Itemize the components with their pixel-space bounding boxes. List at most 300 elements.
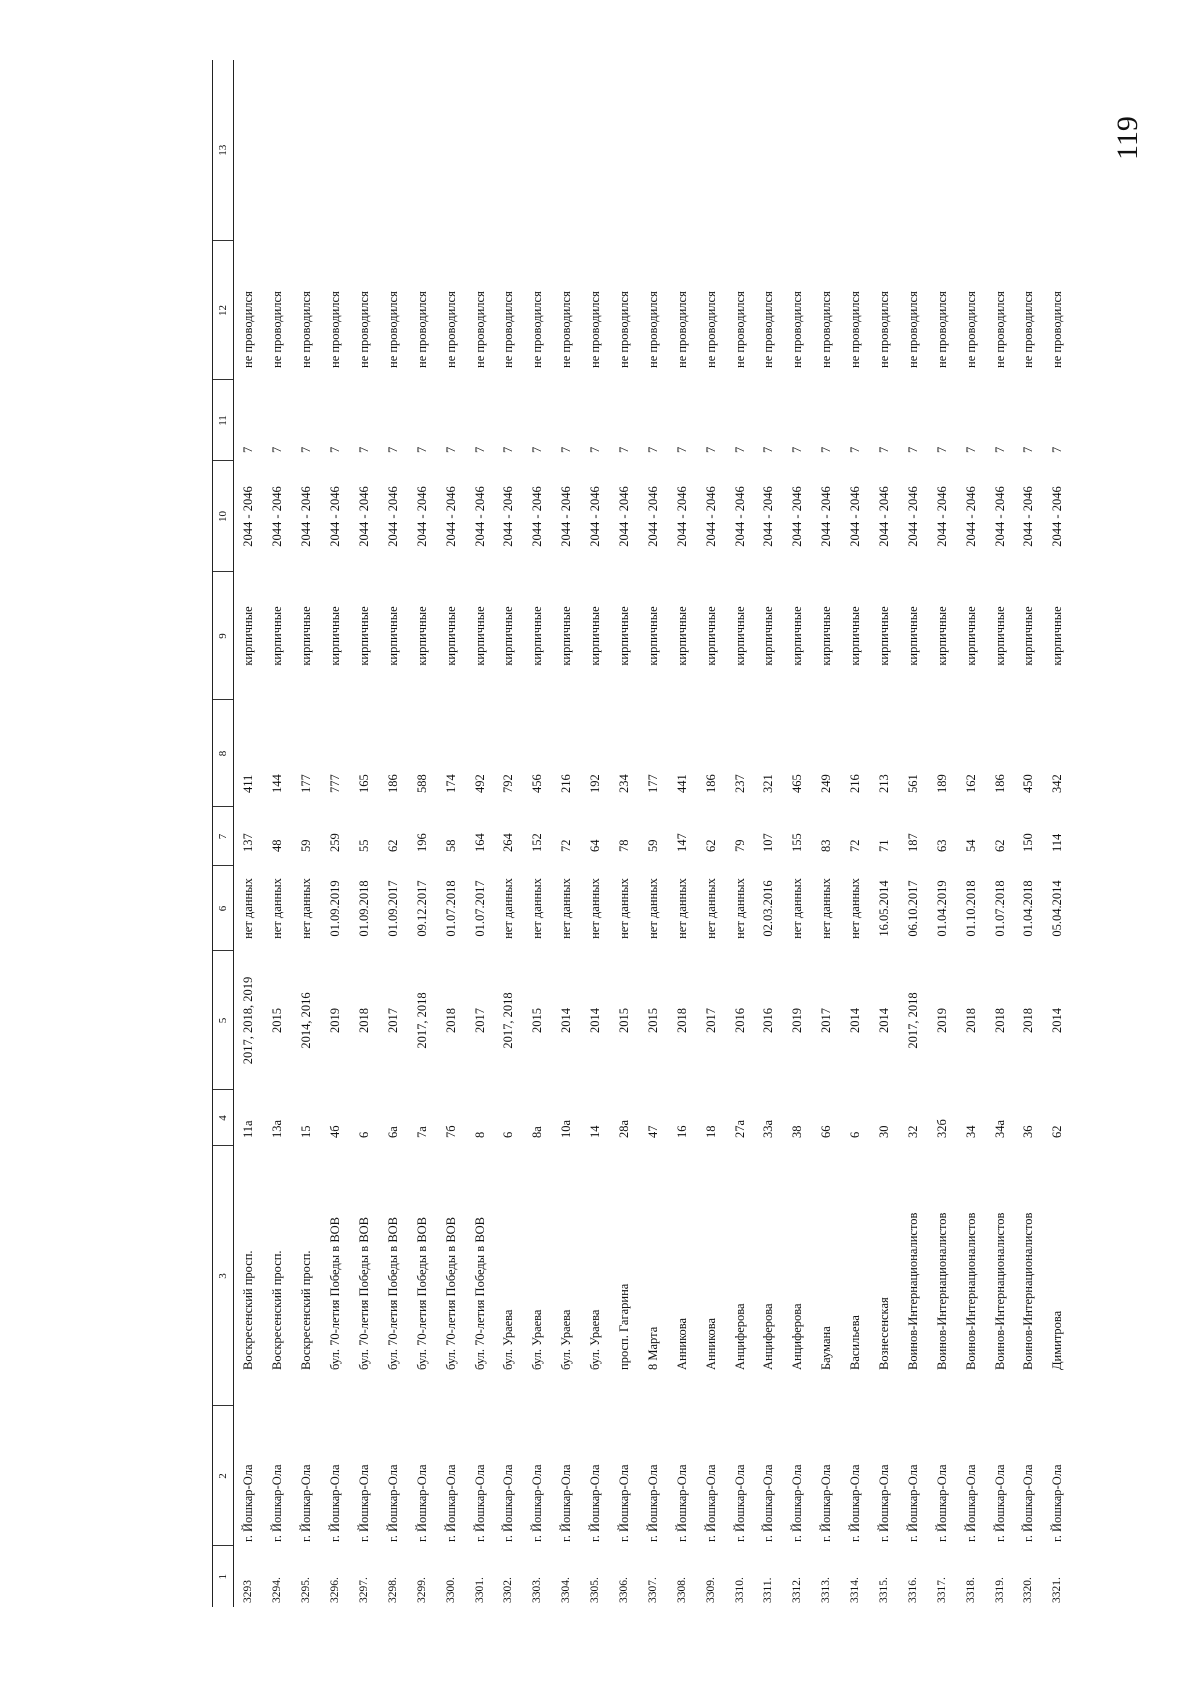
value-7-cell: 48 [270, 839, 285, 852]
value-8-cell: 162 [963, 774, 978, 793]
value-8-cell: 186 [703, 774, 718, 793]
street-cell: бул. Ураева [501, 1309, 516, 1370]
city-cell: г. Йошкар-Ола [934, 1464, 949, 1542]
repair-years-cell: 2014 [588, 1008, 603, 1033]
date-cell: 02.03.2016 [761, 880, 776, 937]
status-cell: не проводился [674, 291, 689, 368]
value-8-cell: 234 [617, 774, 632, 793]
table-row [552, 60, 581, 1607]
row-number-cell: 3308. [675, 1577, 688, 1603]
header-row [213, 60, 234, 1607]
street-cell: Вознесенская [877, 1297, 892, 1370]
count-11-cell: 7 [617, 446, 632, 453]
value-8-cell: 561 [905, 774, 920, 793]
street-cell: Анникова [674, 1317, 689, 1370]
wall-material-cell: кирпичные [1021, 606, 1036, 666]
value-7-cell: 55 [357, 839, 371, 852]
house-number-cell: 7б [443, 1125, 458, 1138]
wall-material-cell: кирпичные [559, 606, 574, 666]
planned-period-cell: 2044 - 2046 [588, 486, 603, 547]
count-11-cell: 7 [241, 446, 256, 453]
row-number-cell: 3299. [415, 1577, 428, 1603]
date-cell: нет данных [530, 878, 545, 939]
planned-period-cell: 2044 - 2046 [1050, 486, 1065, 547]
value-8-cell: 249 [819, 774, 834, 793]
column-header-12: 12 [213, 241, 234, 380]
count-11-cell: 7 [385, 446, 400, 453]
street-cell: Димитрова [1050, 1310, 1065, 1370]
table-row [956, 60, 985, 1607]
planned-period-cell: 2044 - 2046 [559, 486, 574, 547]
notes-cell [841, 60, 870, 241]
row-number-cell: 3320. [1022, 1577, 1035, 1603]
repair-years-cell: 2017 [385, 1008, 400, 1033]
status-cell: не проводился [414, 291, 429, 368]
table-row [494, 60, 523, 1607]
status-cell: не проводился [588, 291, 603, 368]
count-11-cell: 7 [414, 446, 429, 453]
value-8-cell: 186 [992, 774, 1007, 793]
value-7-cell: 152 [530, 833, 545, 852]
row-number-cell: 3317. [935, 1577, 948, 1603]
notes-cell [610, 60, 639, 241]
street-cell: Анникова [703, 1317, 718, 1370]
count-11-cell: 7 [934, 446, 949, 453]
wall-material-cell: кирпичные [357, 606, 371, 666]
status-cell: не проводился [992, 291, 1007, 368]
value-7-cell: 63 [934, 839, 949, 852]
status-cell: не проводился [299, 291, 314, 368]
rotated-table-container [212, 120, 1065, 1607]
count-11-cell: 7 [328, 446, 343, 453]
notes-cell [783, 60, 812, 241]
wall-material-cell: кирпичные [819, 606, 834, 666]
street-cell: бул. 70-летия Победы в ВОВ [357, 1216, 371, 1370]
house-number-cell: 32б [934, 1119, 949, 1138]
city-cell: г. Йошкар-Ола [819, 1464, 834, 1542]
date-cell: 16.05.2014 [877, 880, 892, 937]
status-cell: не проводился [328, 291, 343, 368]
wall-material-cell: кирпичные [963, 606, 978, 666]
row-number-cell: 3315. [878, 1577, 891, 1603]
value-7-cell: 72 [559, 839, 574, 852]
wall-material-cell: кирпичные [674, 606, 689, 666]
status-cell: не проводился [934, 291, 949, 368]
count-11-cell: 7 [357, 446, 371, 453]
city-cell: г. Йошкар-Ола [299, 1464, 314, 1542]
table-row [696, 60, 725, 1607]
house-number-cell: 62 [1050, 1125, 1065, 1138]
repair-years-cell: 2018 [357, 1008, 371, 1033]
house-number-cell: 11а [241, 1120, 256, 1138]
city-cell: г. Йошкар-Ола [617, 1464, 632, 1542]
planned-period-cell: 2044 - 2046 [645, 486, 660, 547]
date-cell: 01.07.2017 [472, 880, 487, 937]
city-cell: г. Йошкар-Ола [472, 1464, 487, 1542]
house-number-cell: 6 [357, 1131, 371, 1138]
value-8-cell: 342 [1050, 774, 1065, 793]
planned-period-cell: 2044 - 2046 [472, 486, 487, 547]
planned-period-cell: 2044 - 2046 [732, 486, 747, 547]
house-number-cell: 10а [559, 1119, 574, 1138]
table-header [213, 60, 234, 1607]
status-cell: не проводился [761, 291, 776, 368]
city-cell: г. Йошкар-Ола [790, 1464, 805, 1542]
date-cell: 05.04.2014 [1050, 880, 1065, 937]
street-cell: бул. 70-летия Победы в ВОВ [414, 1216, 429, 1370]
value-7-cell: 62 [992, 839, 1007, 852]
table-row [898, 60, 927, 1607]
repair-years-cell: 2014 [1050, 1008, 1065, 1033]
date-cell: нет данных [559, 878, 574, 939]
table-row [523, 60, 552, 1607]
column-header-1: 1 [213, 1546, 234, 1607]
table-row [407, 60, 436, 1607]
status-cell: не проводился [963, 291, 978, 368]
count-11-cell: 7 [905, 446, 920, 453]
house-number-cell: 32 [905, 1125, 920, 1138]
city-cell: г. Йошкар-Ола [674, 1464, 689, 1542]
planned-period-cell: 2044 - 2046 [703, 486, 718, 547]
date-cell: нет данных [848, 878, 863, 939]
repair-years-cell: 2015 [617, 1008, 632, 1033]
row-number-cell: 3300. [444, 1577, 457, 1603]
notes-cell [581, 60, 610, 241]
wall-material-cell: кирпичные [732, 606, 747, 666]
table-row [234, 60, 263, 1607]
street-cell: бул. 70-летия Победы в ВОВ [328, 1216, 343, 1370]
row-number-cell: 3311. [762, 1577, 775, 1603]
street-cell: бул. Ураева [530, 1309, 545, 1370]
notes-cell [754, 60, 783, 241]
column-header-6: 6 [213, 866, 234, 951]
count-11-cell: 7 [761, 446, 776, 453]
row-number-cell: 3302. [502, 1577, 515, 1603]
date-cell: 06.10.2017 [905, 880, 920, 937]
street-cell: Баумана [819, 1326, 834, 1370]
value-8-cell: 237 [732, 774, 747, 793]
value-7-cell: 107 [761, 833, 776, 852]
value-8-cell: 411 [241, 774, 256, 793]
table-row [263, 60, 292, 1607]
value-7-cell: 187 [905, 833, 920, 852]
planned-period-cell: 2044 - 2046 [501, 486, 516, 547]
house-number-cell: 13а [270, 1119, 285, 1138]
value-8-cell: 465 [790, 774, 805, 793]
column-header-3: 3 [213, 1146, 234, 1406]
notes-cell [956, 60, 985, 241]
city-cell: г. Йошкар-Ола [848, 1464, 863, 1542]
status-cell: не проводился [241, 291, 256, 368]
row-number-cell: 3306. [618, 1577, 631, 1603]
wall-material-cell: кирпичные [992, 606, 1007, 666]
wall-material-cell: кирпичные [761, 606, 776, 666]
wall-material-cell: кирпичные [645, 606, 660, 666]
street-cell: просп. Гагарина [617, 1283, 632, 1370]
status-cell: не проводился [472, 291, 487, 368]
value-7-cell: 71 [877, 839, 892, 852]
planned-period-cell: 2044 - 2046 [761, 486, 776, 547]
value-7-cell: 164 [472, 833, 487, 852]
notes-cell [321, 60, 350, 241]
wall-material-cell: кирпичные [588, 606, 603, 666]
wall-material-cell: кирпичные [501, 606, 516, 666]
notes-cell [667, 60, 696, 241]
table-row [378, 60, 407, 1607]
repair-years-cell: 2018 [674, 1008, 689, 1033]
notes-cell [436, 60, 465, 241]
wall-material-cell: кирпичные [443, 606, 458, 666]
row-number-cell: 3293 [242, 1580, 255, 1603]
repair-years-cell: 2015 [270, 1008, 285, 1033]
value-8-cell: 189 [934, 774, 949, 793]
notes-cell [465, 60, 494, 241]
value-7-cell: 78 [617, 839, 632, 852]
value-7-cell: 72 [848, 839, 863, 852]
street-cell: 8 Марта [645, 1326, 660, 1370]
house-number-cell: 36 [1021, 1125, 1036, 1138]
repair-years-cell: 2015 [645, 1008, 660, 1033]
repair-years-cell: 2015 [530, 1008, 545, 1033]
street-cell: Воинов-Интернационалистов [905, 1212, 920, 1370]
date-cell: 09.12.2017 [414, 880, 429, 937]
repair-years-cell: 2019 [328, 1008, 343, 1033]
status-cell: не проводился [905, 291, 920, 368]
notes-cell [1014, 60, 1043, 241]
column-header-13: 13 [213, 60, 234, 241]
count-11-cell: 7 [1021, 446, 1036, 453]
page-number: 119 [1111, 116, 1144, 160]
table-row [985, 60, 1014, 1607]
repair-years-cell: 2017 [472, 1008, 487, 1033]
planned-period-cell: 2044 - 2046 [992, 486, 1007, 547]
row-number-cell: 3295. [300, 1577, 313, 1603]
wall-material-cell: кирпичные [530, 606, 545, 666]
housing-repair-table [212, 60, 1072, 1607]
street-cell: Воинов-Интернационалистов [963, 1212, 978, 1370]
value-7-cell: 79 [732, 839, 747, 852]
value-7-cell: 59 [645, 839, 660, 852]
house-number-cell: 34а [992, 1119, 1007, 1138]
row-number-cell: 3319. [993, 1577, 1006, 1603]
house-number-cell: 7а [414, 1126, 429, 1138]
count-11-cell: 7 [790, 446, 805, 453]
notes-cell [263, 60, 292, 241]
date-cell: нет данных [617, 878, 632, 939]
value-7-cell: 137 [241, 833, 256, 852]
street-cell: Воинов-Интернационалистов [934, 1212, 949, 1370]
notes-cell [523, 60, 552, 241]
wall-material-cell: кирпичные [414, 606, 429, 666]
table-row [638, 60, 667, 1607]
house-number-cell: 47 [645, 1125, 660, 1138]
planned-period-cell: 2044 - 2046 [790, 486, 805, 547]
status-cell: не проводился [703, 291, 718, 368]
notes-cell [812, 60, 841, 241]
house-number-cell: 66 [819, 1125, 834, 1138]
house-number-cell: 4б [328, 1125, 343, 1138]
notes-cell [1043, 60, 1072, 241]
count-11-cell: 7 [992, 446, 1007, 453]
value-7-cell: 54 [963, 839, 978, 852]
value-7-cell: 196 [414, 833, 429, 852]
planned-period-cell: 2044 - 2046 [877, 486, 892, 547]
city-cell: г. Йошкар-Ола [963, 1464, 978, 1542]
row-number-cell: 3313. [820, 1577, 833, 1603]
city-cell: г. Йошкар-Ола [703, 1464, 718, 1542]
value-7-cell: 59 [299, 839, 314, 852]
column-header-8: 8 [213, 700, 234, 807]
notes-cell [725, 60, 754, 241]
street-cell: Анциферова [732, 1303, 747, 1370]
value-8-cell: 177 [299, 774, 314, 793]
city-cell: г. Йошкар-Ола [241, 1464, 256, 1542]
count-11-cell: 7 [1050, 446, 1065, 453]
house-number-cell: 15 [299, 1125, 314, 1138]
house-number-cell: 38 [790, 1125, 805, 1138]
city-cell: г. Йошкар-Ола [559, 1464, 574, 1542]
city-cell: г. Йошкар-Ола [905, 1464, 920, 1542]
column-header-10: 10 [213, 461, 234, 572]
value-8-cell: 456 [530, 774, 545, 793]
house-number-cell: 8а [530, 1126, 545, 1138]
value-8-cell: 165 [357, 774, 371, 793]
column-header-11: 11 [213, 380, 234, 461]
value-7-cell: 62 [385, 839, 400, 852]
row-number-cell: 3312. [791, 1577, 804, 1603]
wall-material-cell: кирпичные [328, 606, 343, 666]
status-cell: не проводился [790, 291, 805, 368]
row-number-cell: 3316. [906, 1577, 919, 1603]
notes-cell [407, 60, 436, 241]
value-8-cell: 450 [1021, 774, 1036, 793]
value-8-cell: 216 [848, 774, 863, 793]
planned-period-cell: 2044 - 2046 [270, 486, 285, 547]
count-11-cell: 7 [877, 446, 892, 453]
wall-material-cell: кирпичные [848, 606, 863, 666]
street-cell: Воскресенский просп. [270, 1250, 285, 1370]
status-cell: не проводился [732, 291, 747, 368]
house-number-cell: 18 [703, 1125, 718, 1138]
value-8-cell: 192 [588, 774, 603, 793]
value-7-cell: 264 [501, 833, 516, 852]
status-cell: не проводился [617, 291, 632, 368]
notes-cell [870, 60, 899, 241]
date-cell: нет данных [588, 878, 603, 939]
street-cell: бул. 70-летия Победы в ВОВ [472, 1216, 487, 1370]
city-cell: г. Йошкар-Ола [645, 1464, 660, 1542]
wall-material-cell: кирпичные [905, 606, 920, 666]
street-cell: Васильева [848, 1315, 863, 1370]
value-8-cell: 174 [443, 774, 458, 793]
street-cell: бул. Ураева [588, 1309, 603, 1370]
status-cell: не проводился [501, 291, 516, 368]
status-cell: не проводился [1050, 291, 1065, 368]
street-cell: Воинов-Интернационалистов [992, 1212, 1007, 1370]
repair-years-cell: 2017 [703, 1008, 718, 1033]
house-number-cell: 33а [761, 1119, 776, 1138]
table-row [610, 60, 639, 1607]
wall-material-cell: кирпичные [1050, 606, 1065, 666]
row-number-cell: 3296. [329, 1577, 342, 1603]
status-cell: не проводился [877, 291, 892, 368]
value-7-cell: 114 [1050, 833, 1065, 852]
date-cell: 01.04.2019 [934, 880, 949, 937]
count-11-cell: 7 [501, 446, 516, 453]
date-cell: 01.09.2019 [328, 880, 343, 937]
date-cell: 01.07.2018 [992, 880, 1007, 937]
date-cell: нет данных [299, 878, 314, 939]
city-cell: г. Йошкар-Ола [732, 1464, 747, 1542]
house-number-cell: 6 [501, 1131, 516, 1138]
date-cell: нет данных [645, 878, 660, 939]
planned-period-cell: 2044 - 2046 [963, 486, 978, 547]
column-header-2: 2 [213, 1406, 234, 1546]
date-cell: 01.09.2018 [357, 880, 371, 937]
planned-period-cell: 2044 - 2046 [674, 486, 689, 547]
notes-cell [552, 60, 581, 241]
date-cell: нет данных [703, 878, 718, 939]
wall-material-cell: кирпичные [472, 606, 487, 666]
wall-material-cell: кирпичные [299, 606, 314, 666]
house-number-cell: 6 [848, 1131, 863, 1138]
city-cell: г. Йошкар-Ола [992, 1464, 1007, 1542]
street-cell: Анциферова [790, 1303, 805, 1370]
wall-material-cell: кирпичные [703, 606, 718, 666]
city-cell: г. Йошкар-Ола [414, 1464, 429, 1542]
count-11-cell: 7 [963, 446, 978, 453]
value-8-cell: 177 [645, 774, 660, 793]
notes-cell [696, 60, 725, 241]
value-8-cell: 144 [270, 774, 285, 793]
planned-period-cell: 2044 - 2046 [934, 486, 949, 547]
table-row [927, 60, 956, 1607]
value-8-cell: 186 [385, 774, 400, 793]
city-cell: г. Йошкар-Ола [501, 1464, 516, 1542]
row-number-cell: 3294. [271, 1577, 284, 1603]
street-cell: бул. Ураева [559, 1309, 574, 1370]
table-row [812, 60, 841, 1607]
repair-years-cell: 2016 [732, 1008, 747, 1033]
table-row [754, 60, 783, 1607]
value-8-cell: 213 [877, 774, 892, 793]
repair-years-cell: 2017, 2018 [905, 992, 920, 1049]
value-7-cell: 150 [1021, 833, 1036, 852]
street-cell: бул. 70-летия Победы в ВОВ [443, 1216, 458, 1370]
repair-years-cell: 2017, 2018 [501, 992, 516, 1049]
city-cell: г. Йошкар-Ола [1021, 1464, 1036, 1542]
wall-material-cell: кирпичные [934, 606, 949, 666]
repair-years-cell: 2014 [877, 1008, 892, 1033]
wall-material-cell: кирпичные [385, 606, 400, 666]
planned-period-cell: 2044 - 2046 [299, 486, 314, 547]
count-11-cell: 7 [299, 446, 314, 453]
count-11-cell: 7 [270, 446, 285, 453]
value-7-cell: 62 [703, 839, 718, 852]
planned-period-cell: 2044 - 2046 [905, 486, 920, 547]
value-8-cell: 441 [674, 774, 689, 793]
wall-material-cell: кирпичные [241, 606, 256, 666]
status-cell: не проводился [1021, 291, 1036, 368]
row-number-cell: 3314. [849, 1577, 862, 1603]
table-row [436, 60, 465, 1607]
value-7-cell: 147 [674, 833, 689, 852]
row-number-cell: 3318. [964, 1577, 977, 1603]
repair-years-cell: 2018 [1021, 1008, 1036, 1033]
notes-cell [927, 60, 956, 241]
wall-material-cell: кирпичные [617, 606, 632, 666]
city-cell: г. Йошкар-Ола [270, 1464, 285, 1542]
